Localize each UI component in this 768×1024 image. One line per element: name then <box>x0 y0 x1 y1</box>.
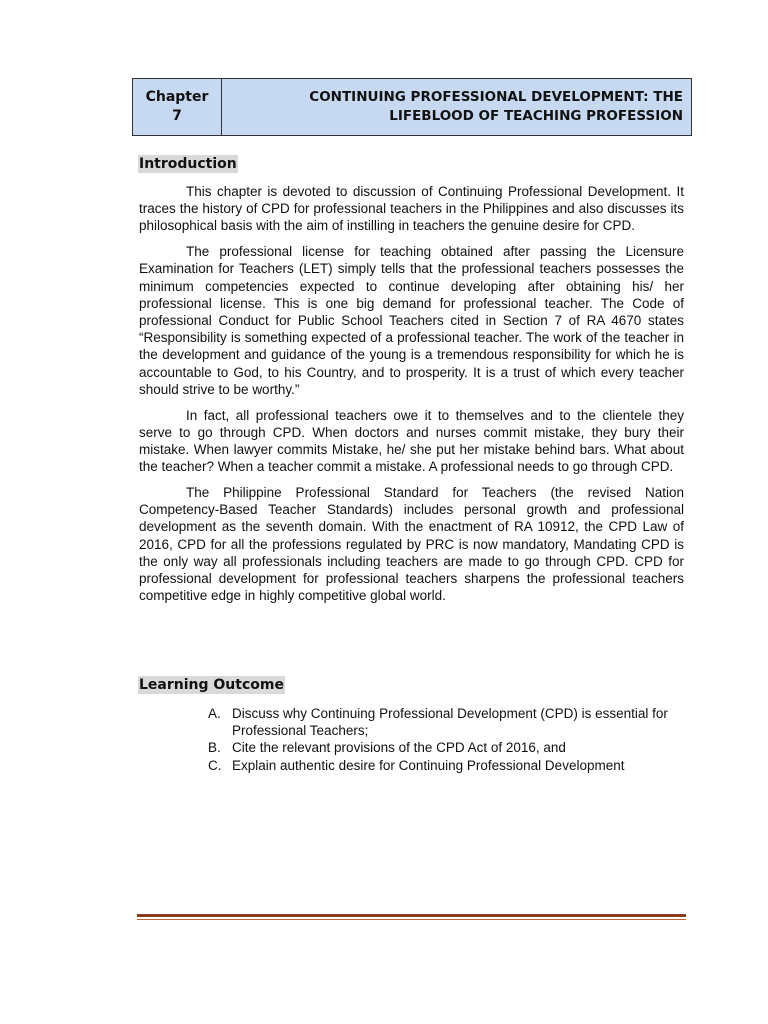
learning-outcome-list <box>205 705 695 774</box>
list-item <box>205 757 695 774</box>
chapter-header <box>132 78 692 136</box>
footer-divider-thin <box>137 919 686 920</box>
list-item-text: Explain authentic desire for Continuing Professional Development <box>232 757 625 773</box>
list-item-text: Discuss why Continuing Professional Development (CPD) is essential for Professional Teachers; <box>232 706 668 739</box>
intro-paragraph-2: The professional license for teaching obtained after passing the Licensure Examination for Teachers (LET) simply tells that the professional teachers possesses the minimum competencies expected to continue developing after obtaining his/ her professional license. This is one big demand for professional teacher. The Code of professional Conduct for Public School Teachers cited in Section 7 of RA 4670 states “Responsibility is something expected of a professional teacher. The work of the teacher in the development and guidance of the young is a tremendous responsibility for which he is accountable to God, to his Country, and to prosperity. It is a trust of which every teacher should strive to be worthy.” <box>139 244 684 397</box>
list-item <box>205 705 695 739</box>
chapter-title-line-1: CONTINUING PROFESSIONAL DEVELOPMENT: THE <box>309 89 683 105</box>
chapter-label-cell <box>133 79 222 135</box>
list-marker: C. <box>208 757 222 773</box>
chapter-title-cell <box>222 79 691 135</box>
introduction-body <box>139 183 684 613</box>
introduction-heading: Introduction <box>139 156 237 172</box>
footer-divider <box>137 914 686 920</box>
chapter-word: Chapter <box>145 89 209 105</box>
intro-paragraph-3: In fact, all professional teachers owe it to themselves and to the clientele they serve to go through CPD. When doctors and nurses commit mistake, they bury their mistake. When lawyer commits Mistake, he/ she put her mistake behind bars. What about the teacher? When a teacher commit a mistake. A professional needs to go through CPD. <box>139 407 684 475</box>
list-marker: A. <box>208 706 221 721</box>
intro-paragraph-1: This chapter is devoted to discussion of Continuing Professional Development. It traces the history of CPD for professional teachers in the Philippines and also discusses its philosophical basis with the aim of instilling in teachers the genuine desire for CPD. <box>139 184 684 234</box>
chapter-title-line-2: LIFEBLOOD OF TEACHING PROFESSION <box>389 108 683 124</box>
list-item-text: Cite the relevant provisions of the CPD Act of 2016, and <box>232 740 566 756</box>
intro-paragraph-4: The Philippine Professional Standard for Teachers (the revised Nation Competency-Based Teacher Standards) includes personal growth and professional development as the seventh domain. With the enactment of RA 10912, the CPD Law of 2016, CPD for all the professions regulated by PRC is now mandatory, Mandating CPD is the only way all professionals including teachers are made to go through CPD. CPD for professional development for professional teachers sharpens the professional teachers competitive edge in highly competitive global world. <box>139 485 684 604</box>
learning-outcome-heading: Learning Outcome <box>139 677 284 693</box>
list-item <box>205 739 695 756</box>
footer-divider-thick <box>137 914 686 917</box>
list-marker: B. <box>208 740 221 756</box>
chapter-number: 7 <box>172 108 182 124</box>
